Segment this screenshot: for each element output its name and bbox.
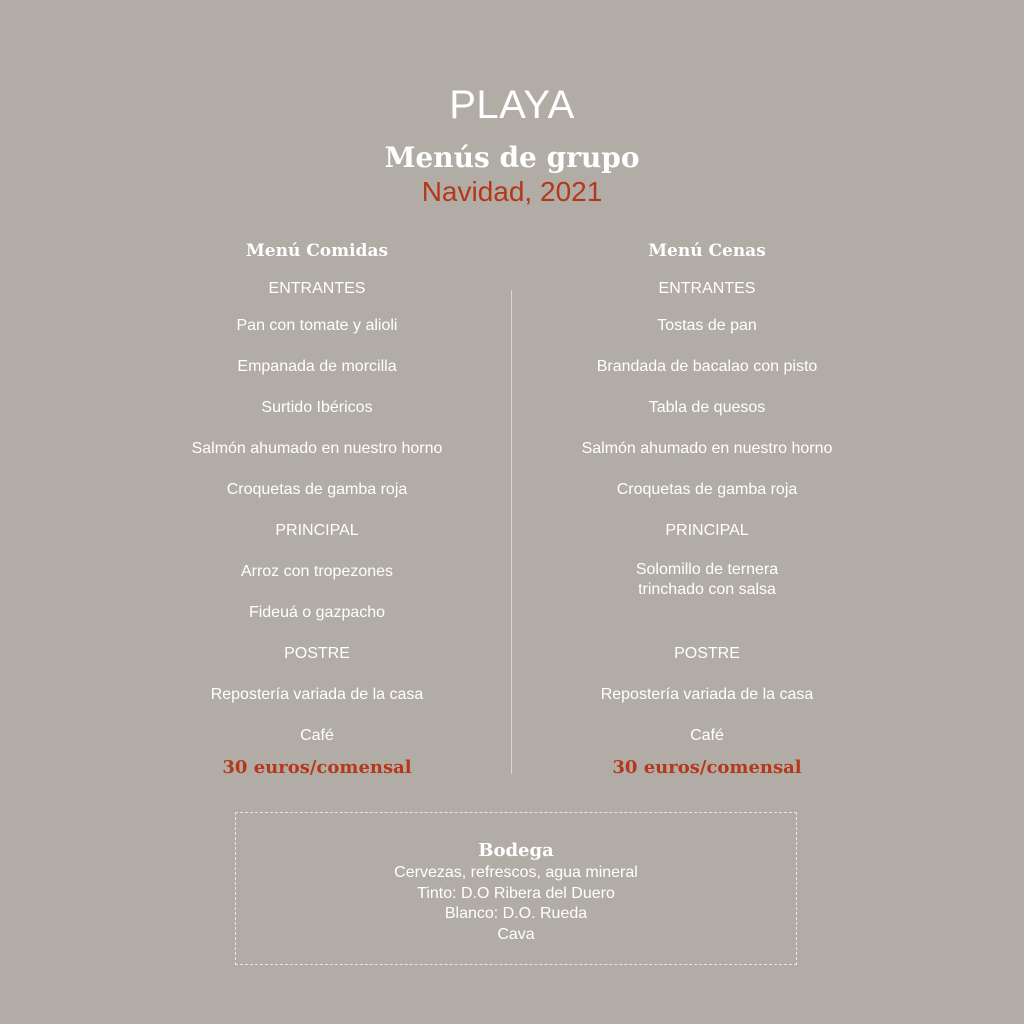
bodega-line: Blanco: D.O. Rueda — [444, 905, 588, 922]
menu-item: Croquetas de gamba roja — [226, 481, 408, 498]
menu-item: Pan con tomate y alioli — [236, 317, 398, 334]
menu-item: Solomillo de ternera trinchado con salsa — [635, 561, 779, 598]
menu-subtitle: Menús de grupo — [384, 141, 640, 174]
bodega-line: Tinto: D.O Ribera del Duero — [417, 884, 615, 902]
menu-item: Salmón ahumado en nuestro horno — [581, 440, 833, 457]
menu-item: Croquetas de gamba roja — [616, 481, 798, 498]
season-label: Navidad, 2021 — [421, 176, 603, 207]
menu-comidas — [127, 237, 507, 779]
section-heading: PRINCIPAL — [275, 522, 359, 539]
restaurant-title: PLAYA — [449, 83, 575, 127]
bodega-box — [235, 812, 797, 965]
menu-item: Brandada de bacalao con pisto — [596, 358, 818, 375]
price: 30 euros/comensal — [612, 757, 802, 778]
price: 30 euros/comensal — [222, 757, 412, 778]
menu-item: Salmón ahumado en nuestro horno — [191, 440, 443, 457]
menu-item: Fideuá o gazpacho — [248, 604, 386, 621]
menu-item: Café — [690, 727, 724, 744]
bodega-line: Cava — [497, 925, 535, 943]
column-divider — [511, 290, 512, 774]
menu-title: Menú Comidas — [245, 241, 389, 261]
section-heading: PRINCIPAL — [665, 522, 749, 539]
menu-item: Tostas de pan — [657, 317, 757, 334]
bodega-line: Cervezas, refrescos, agua mineral — [394, 864, 638, 881]
menu-item: Surtido Ibéricos — [261, 399, 373, 416]
menu-item: Arroz con tropezones — [240, 563, 394, 580]
menu-title: Menú Cenas — [648, 241, 766, 261]
menu-cenas — [517, 237, 897, 779]
section-heading: ENTRANTES — [268, 280, 366, 297]
section-heading: ENTRANTES — [658, 280, 756, 297]
menu-item: Café — [300, 727, 334, 744]
bodega-title: Bodega — [478, 840, 554, 861]
section-heading: POSTRE — [284, 645, 350, 662]
menu-item: Repostería variada de la casa — [210, 686, 424, 703]
menu-item: Empanada de morcilla — [237, 358, 397, 375]
menu-item: Repostería variada de la casa — [600, 686, 814, 703]
menu-item: Tabla de quesos — [648, 399, 766, 416]
section-heading: POSTRE — [674, 645, 740, 662]
